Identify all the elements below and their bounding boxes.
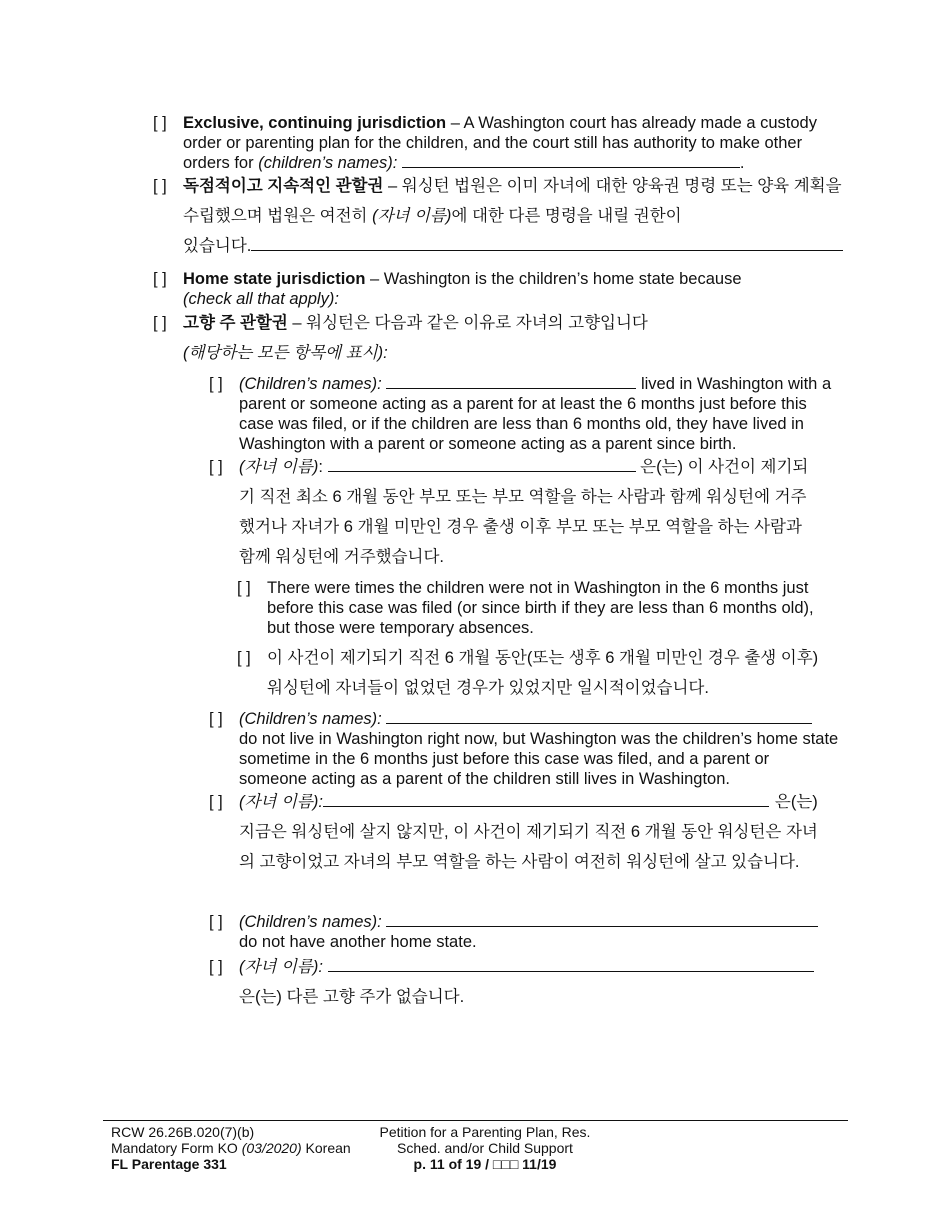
home-check-all-ko: (해당하는 모든 항목에 표시): bbox=[183, 344, 388, 362]
home-text-ko: – 워싱턴은 다음과 같은 이유로 자녀의 고향입니다 bbox=[287, 314, 648, 332]
children-names-label: (children’s names): bbox=[258, 154, 398, 172]
children-names-label: (Children’s names): bbox=[239, 913, 382, 931]
checkbox[interactable]: [ ] bbox=[153, 177, 167, 195]
children-names-blank-ko[interactable] bbox=[328, 457, 636, 472]
children-names-label-ko: (자녀 이름): bbox=[239, 958, 323, 976]
option1-ko-text-a: 은(는) 이 사건이 bbox=[640, 458, 756, 476]
checkbox[interactable]: [ ] bbox=[153, 270, 167, 288]
option1-text-b: a parent or someone acting as a parent for at least the 6 months just before this case was filed, or if the children are less than 6 months old, they have lived in Washington with a parent or someone acting as a parent since birth. bbox=[239, 375, 832, 453]
exclusive-title-en: Exclusive, continuing jurisdiction bbox=[183, 114, 447, 132]
exclusive-text-en: – A Washington court has already made a custody order or parenting plan for the children, and the court still has authority to make other orders for bbox=[183, 114, 817, 172]
children-names-label-ko: (자녀 이름) bbox=[239, 458, 319, 476]
form-title-2: Sched. and/or Child Support bbox=[397, 1140, 573, 1156]
option2-ko-text-b: 지금은 워싱턴에 살지 않지만, 이 사건이 제기되기 직전 6 개월 동안 워싱턴은 자녀의 고향이었고 자녀의 부모 역할을 하는 사람이 여전히 워싱턴에 살고 있습니다. bbox=[239, 823, 818, 871]
footer-center bbox=[375, 1124, 595, 1172]
home-state-en bbox=[153, 269, 843, 309]
children-names-label-ko: (자녀 이름): bbox=[239, 793, 323, 811]
option3-text-en: do not have another home state. bbox=[239, 933, 477, 951]
colon: : bbox=[318, 458, 323, 476]
sub1-en bbox=[237, 578, 837, 638]
form-prefix: Mandatory Form KO bbox=[111, 1140, 242, 1156]
form-number: FL Parentage 331 bbox=[111, 1156, 227, 1172]
children-names-blank[interactable] bbox=[402, 153, 740, 168]
option2-text-en: do not live in Washington right now, but Washington was the children’s home state sometime in the 6 months just before this case was filed, and a parent or someone acting as a parent of the children still lives in Washington. bbox=[239, 730, 839, 788]
checkbox[interactable]: [ ] bbox=[209, 375, 223, 393]
sub1-text-en: There were times the children were not in Washington in the 6 months just before this case was filed (or since birth if they are less than 6 months old), but those were temporary absences. bbox=[267, 579, 814, 637]
children-names-blank-ko[interactable] bbox=[251, 236, 843, 251]
option2-en bbox=[209, 709, 839, 789]
children-names-label: (Children’s names): bbox=[239, 375, 382, 393]
home-title-en: Home state jurisdiction bbox=[183, 270, 366, 288]
exclusive-text-ko-3: 있습니다. bbox=[183, 237, 252, 255]
checkbox[interactable]: [ ] bbox=[153, 114, 167, 132]
checkbox[interactable]: [ ] bbox=[237, 649, 251, 667]
form-language: Korean bbox=[301, 1140, 351, 1156]
exclusive-title-ko: 독점적이고 지속적인 관할권 bbox=[183, 177, 384, 195]
form-title-1: Petition for a Parenting Plan, Res. bbox=[379, 1124, 591, 1140]
option3-text-ko: 은(는) 다른 고향 주가 없습니다. bbox=[239, 988, 465, 1006]
home-state-ko bbox=[153, 308, 843, 368]
page-number: p. 11 of 19 / □□□ 11/19 bbox=[413, 1156, 557, 1172]
option2-ko bbox=[209, 787, 829, 877]
sub1-text-ko: 이 사건이 제기되기 직전 6 개월 동안(또는 생후 6 개월 미만인 경우 출생 이후) 워싱턴에 자녀들이 없었던 경우가 있었지만 일시적이었습니다. bbox=[267, 649, 819, 697]
checkbox[interactable]: [ ] bbox=[209, 710, 223, 728]
checkbox[interactable]: [ ] bbox=[209, 793, 223, 811]
checkbox[interactable]: [ ] bbox=[209, 458, 223, 476]
checkbox[interactable]: [ ] bbox=[209, 913, 223, 931]
exclusive-text-ko: – 워싱턴 법원은 이미 자녀에 대한 양육권 명령 또는 양육 계획을 수립했으며 법원은 여전히 bbox=[183, 177, 842, 225]
period: . bbox=[739, 154, 745, 172]
children-names-blank-ko[interactable] bbox=[323, 792, 769, 807]
footer bbox=[103, 1120, 848, 1172]
home-text-en: – Washington is the children’s home state because bbox=[365, 270, 742, 288]
option2-ko-text-a: 은(는) bbox=[774, 793, 818, 811]
footer-left bbox=[111, 1124, 371, 1172]
option3-ko bbox=[209, 952, 839, 1012]
form-date: (03/2020) bbox=[241, 1140, 302, 1156]
option3-en bbox=[209, 912, 839, 952]
exclusive-jurisdiction-ko bbox=[153, 171, 843, 261]
option1-ko-text-b: 제기되기 직전 최소 6 개월 동안 부모 또는 부모 역할을 하는 사람과 함께 워싱턴에 거주했거나 자녀가 6 개월 미만인 경우 출생 이후 부모 또는 부모 역할을 하는 사람과 함께 워싱턴에 거주했습니다. bbox=[239, 458, 809, 566]
checkbox[interactable]: [ ] bbox=[209, 958, 223, 976]
children-names-blank[interactable] bbox=[386, 709, 812, 724]
option1-en bbox=[209, 374, 839, 454]
children-names-blank[interactable] bbox=[386, 374, 636, 389]
home-check-all-en: (check all that apply): bbox=[183, 290, 339, 308]
exclusive-jurisdiction-en bbox=[153, 113, 843, 173]
rcw-citation: RCW 26.26B.020(7)(b) bbox=[111, 1124, 255, 1140]
children-names-blank-ko[interactable] bbox=[328, 957, 814, 972]
option1-text-a: lived in Washington with bbox=[640, 375, 818, 393]
home-title-ko: 고향 주 관할권 bbox=[183, 314, 288, 332]
exclusive-text-ko-2: 에 대한 다른 명령을 내릴 권한이 bbox=[451, 207, 682, 225]
children-names-label-ko: (자녀 이름) bbox=[372, 207, 452, 225]
sub1-ko bbox=[237, 643, 827, 703]
checkbox[interactable]: [ ] bbox=[237, 579, 251, 597]
children-names-blank[interactable] bbox=[386, 912, 818, 927]
checkbox[interactable]: [ ] bbox=[153, 314, 167, 332]
children-names-label: (Children’s names): bbox=[239, 710, 382, 728]
option1-ko bbox=[209, 452, 809, 572]
form-line bbox=[111, 1140, 371, 1156]
